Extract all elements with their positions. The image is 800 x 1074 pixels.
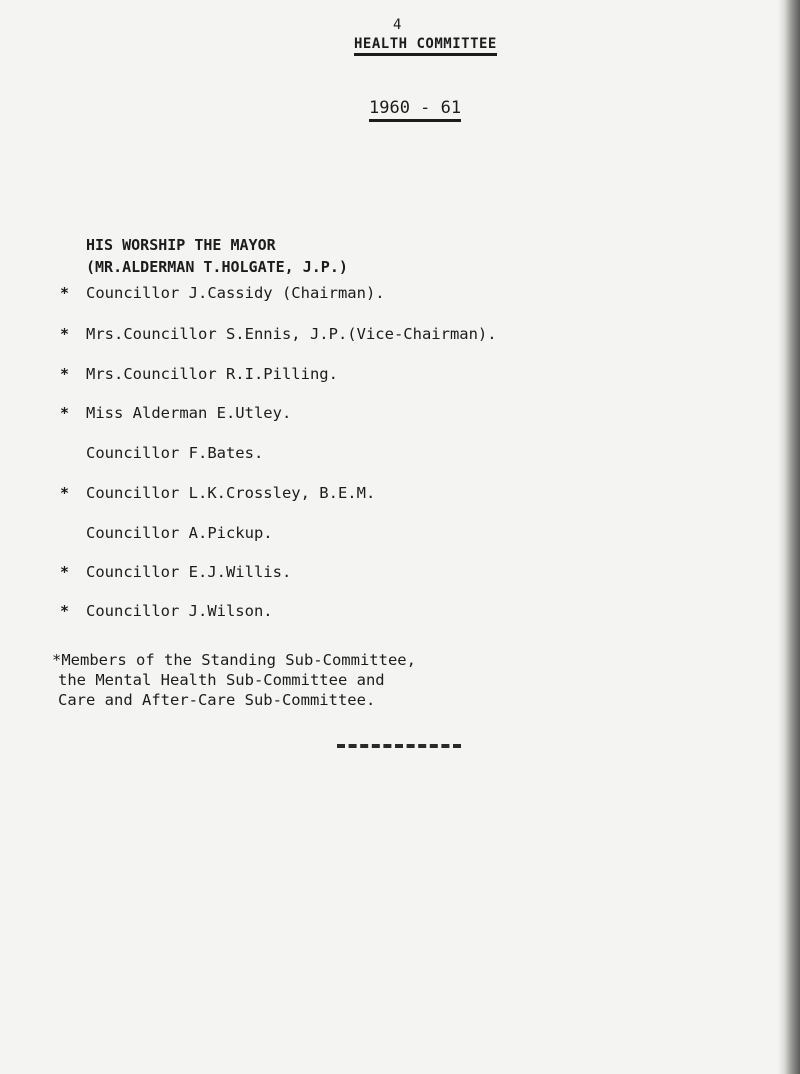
member-name: Mrs.Councillor R.I.Pilling. (86, 365, 338, 383)
member-name: Councillor A.Pickup. (86, 524, 273, 542)
footnote (52, 650, 416, 710)
member-star-marker: * (60, 365, 70, 383)
member-name: Councillor F.Bates. (86, 444, 264, 462)
mayor-name: (MR.ALDERMAN T.HOLGATE, J.P.) (86, 258, 348, 276)
member-item (60, 404, 760, 428)
member-item (60, 444, 760, 468)
member-item (60, 484, 760, 508)
member-star-marker: * (60, 602, 70, 620)
member-item (60, 524, 760, 548)
page-number: 4 (393, 17, 402, 33)
member-name: Miss Alderman E.Utley. (86, 404, 292, 422)
member-star-marker: * (60, 325, 70, 343)
member-item (60, 365, 760, 389)
section-end-rule (337, 744, 461, 748)
footnote-line: *Members of the Standing Sub-Committee, (52, 651, 416, 669)
committee-heading: HEALTH COMMITTEE (354, 36, 497, 56)
member-name: Mrs.Councillor S.Ennis, J.P.(Vice-Chairman). (86, 325, 497, 343)
member-star-marker: * (60, 404, 70, 422)
member-item (60, 563, 760, 587)
member-name: Councillor L.K.Crossley, B.E.M. (86, 484, 376, 502)
member-name: Councillor J.Cassidy (Chairman). (86, 284, 385, 302)
member-item (60, 284, 760, 308)
member-name: Councillor J.Wilson. (86, 602, 273, 620)
mayor-title: HIS WORSHIP THE MAYOR (86, 236, 276, 254)
footnote-line: Care and After-Care Sub-Committee. (58, 691, 376, 709)
member-star-marker: * (60, 563, 70, 581)
member-item (60, 602, 760, 626)
member-item (60, 325, 760, 349)
session-year: 1960 - 61 (369, 98, 461, 122)
member-star-marker: * (60, 284, 70, 302)
footnote-line: the Mental Health Sub-Committee and (58, 671, 385, 689)
mayor-block (86, 234, 348, 278)
member-star-marker: * (60, 484, 70, 502)
member-name: Councillor E.J.Willis. (86, 563, 292, 581)
page-edge-shadow (778, 0, 800, 1074)
